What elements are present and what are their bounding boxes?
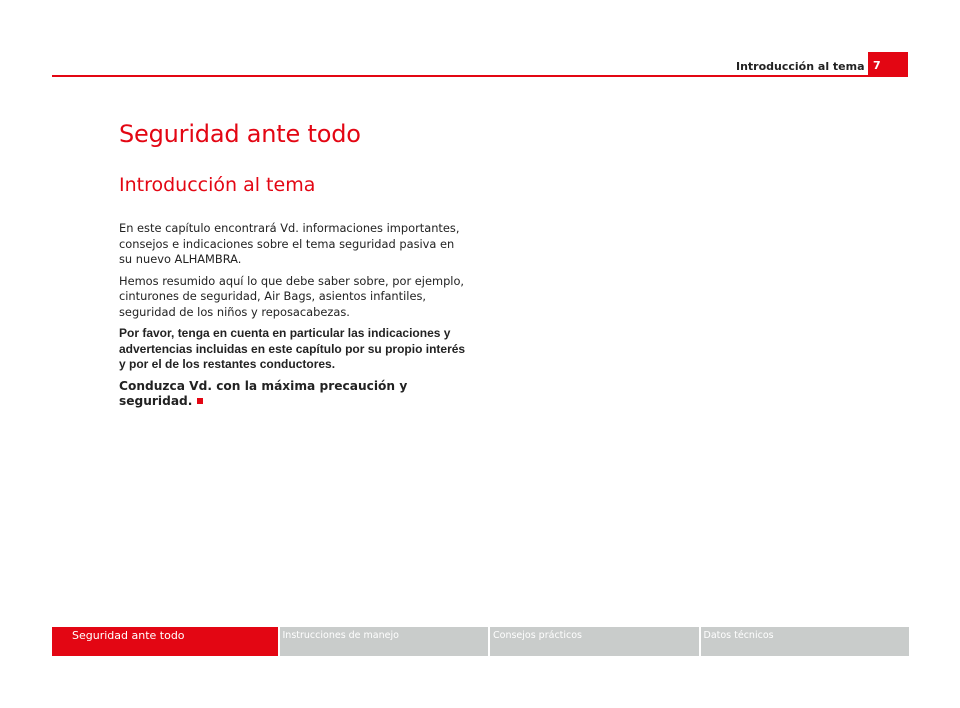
paragraph-summary: Hemos resumido aquí lo que debe saber sobre, por ejemplo, cinturones de seguridad, Air Bags, asientos infantiles, seguridad de los niños y reposacabezas. bbox=[119, 273, 465, 319]
header-rule bbox=[52, 75, 868, 77]
emphasis-text: Conduzca Vd. con la máxima precaución y seguridad. bbox=[119, 378, 408, 408]
nav-tab-consejos[interactable]: Consejos prácticos bbox=[490, 627, 699, 656]
paragraph-intro: En este capítulo encontrará Vd. informaciones importantes, consejos e indicaciones sobre el tema seguridad pasiva en su nuevo ALHAMBRA. bbox=[119, 221, 460, 266]
nav-tab-datos[interactable]: Datos técnicos bbox=[701, 627, 910, 656]
section-title: Seguridad ante todo bbox=[119, 120, 361, 148]
body-text bbox=[119, 221, 469, 416]
paragraph-emphasis bbox=[119, 379, 469, 410]
footer-section-nav bbox=[52, 627, 909, 656]
running-header-title: Introducción al tema bbox=[736, 60, 865, 73]
subsection-title: Introducción al tema bbox=[119, 174, 316, 196]
nav-tab-instrucciones[interactable]: Instrucciones de manejo bbox=[280, 627, 489, 656]
page-number: 7 bbox=[868, 52, 908, 77]
nav-tab-seguridad[interactable]: Seguridad ante todo bbox=[52, 627, 278, 656]
paragraph-warning: Por favor, tenga en cuenta en particular las indicaciones y advertencias incluidas en este capítulo por su propio interés y por el de los restantes conductores. bbox=[119, 326, 466, 371]
end-square-icon bbox=[197, 398, 203, 404]
